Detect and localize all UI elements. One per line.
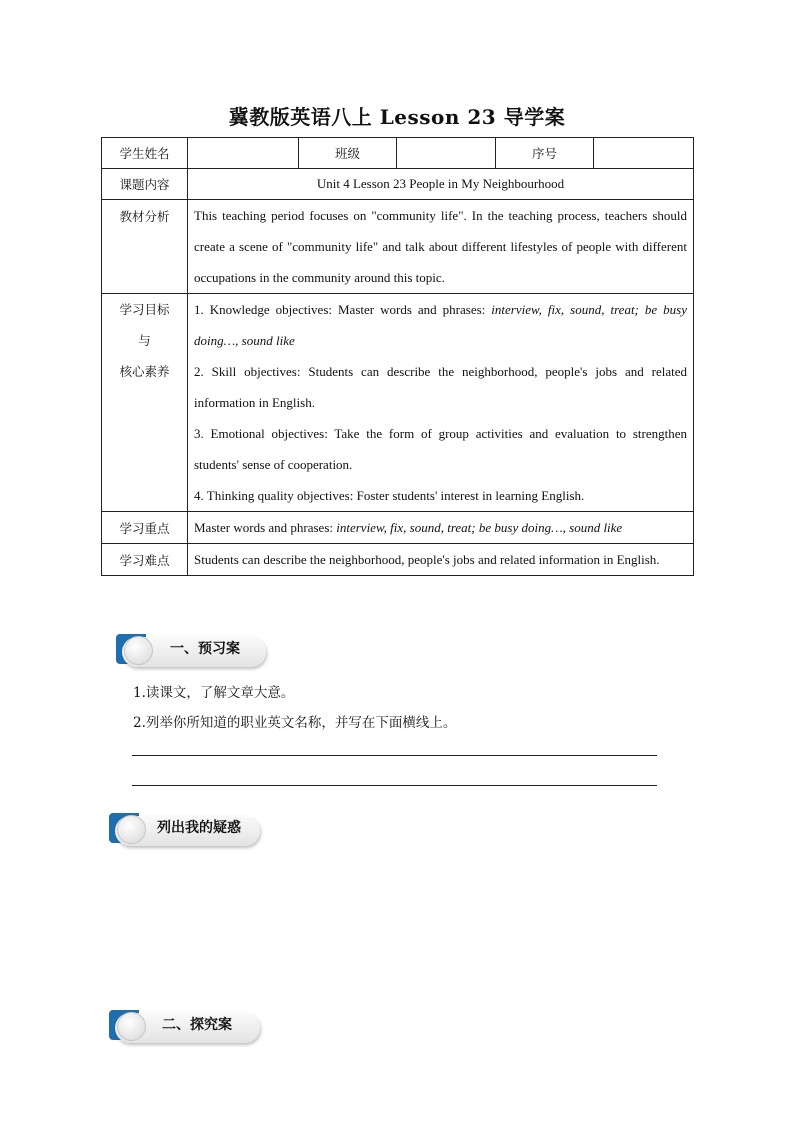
class-label: 班级 xyxy=(299,138,397,169)
difficulty-value: Students can describe the neighborhood, people's jobs and related information in English. xyxy=(194,552,660,567)
info-table xyxy=(101,137,694,576)
goal-3: 3. Emotional objectives: Take the form of group activities and evaluation to strengthen students' sense of cooperation. xyxy=(194,426,687,472)
goals-label-line: 核心素养 xyxy=(119,364,170,379)
number-label: 序号 xyxy=(496,138,594,169)
table-row xyxy=(102,200,694,294)
analysis-value: This teaching period focuses on "community life". In the teaching process, teachers should create a scene of "community life" and talk about different lifestyles of people with different occupations in the community around this topic. xyxy=(194,208,687,285)
focus-cell xyxy=(188,512,694,544)
section-header-preview xyxy=(116,634,276,668)
number-field[interactable] xyxy=(594,138,694,169)
analysis-cell xyxy=(188,200,694,294)
goal-4: 4. Thinking quality objectives: Foster students' interest in learning English. xyxy=(194,488,585,503)
focus-label: 学习重点 xyxy=(102,512,188,544)
content-label: 课题内容 xyxy=(102,169,188,200)
goal-1-italic: interview, fix, sound, treat; be busy doing…, sound like xyxy=(194,302,687,348)
section-circle-icon xyxy=(117,815,146,844)
goals-label xyxy=(102,294,188,512)
section-label: 二、探究案 xyxy=(162,1017,232,1033)
goal-1-text: 1. Knowledge objectives: Master words and phrases: xyxy=(194,302,492,317)
section-circle-icon xyxy=(124,636,153,665)
section-header-questions xyxy=(109,813,269,847)
goals-label-line: 与 xyxy=(138,333,151,348)
section-label: 一、预习案 xyxy=(170,641,240,657)
table-row xyxy=(102,294,694,512)
analysis-label: 教材分析 xyxy=(102,200,188,294)
preview-item-2: 2.列举你所知道的职业英文名称，并写在下面横线上。 xyxy=(133,715,457,731)
table-row xyxy=(102,169,694,200)
page-title: 冀教版英语八上 Lesson 23 导学案 xyxy=(228,105,566,129)
goals-label-line: 学习目标 xyxy=(119,302,170,317)
name-field[interactable] xyxy=(188,138,299,169)
section-label: 列出我的疑惑 xyxy=(157,820,241,836)
name-label: 学生姓名 xyxy=(102,138,188,169)
goal-1 xyxy=(194,294,687,356)
focus-text: Master words and phrases: xyxy=(194,520,337,535)
table-row xyxy=(102,138,694,169)
difficulty-label: 学习难点 xyxy=(102,544,188,576)
focus-italic: interview, fix, sound, treat; be busy doing…, sound like xyxy=(336,520,623,535)
goals-cell xyxy=(188,294,694,512)
table-row xyxy=(102,512,694,544)
preview-item-1: 1.读课文，了解文章大意。 xyxy=(133,685,295,701)
content-value: Unit 4 Lesson 23 People in My Neighbourhood xyxy=(188,169,694,200)
answer-line[interactable] xyxy=(132,785,657,786)
section-header-explore xyxy=(109,1010,269,1044)
table-row xyxy=(102,544,694,576)
answer-line[interactable] xyxy=(132,755,657,756)
difficulty-cell xyxy=(188,544,694,576)
class-field[interactable] xyxy=(397,138,496,169)
goal-2: 2. Skill objectives: Students can describe the neighborhood, people's jobs and related information in English. xyxy=(194,364,687,410)
focus-value xyxy=(194,512,687,543)
section-circle-icon xyxy=(117,1012,146,1041)
